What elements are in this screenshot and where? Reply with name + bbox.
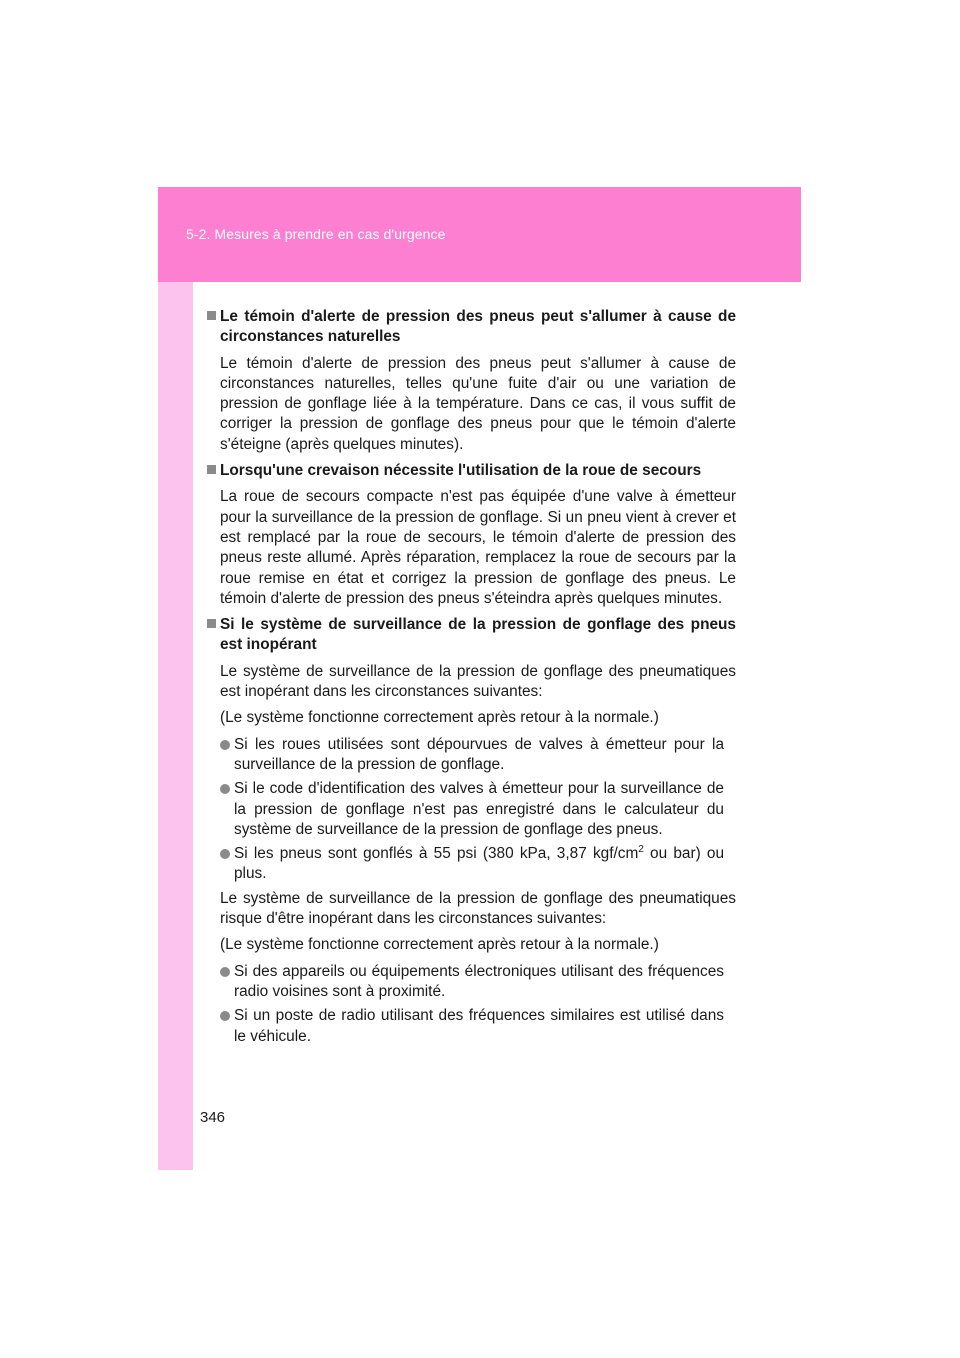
section-paragraph: Le témoin d'alerte de pression des pneus peut s'allumer à cause de circonstances naturelles, telles qu'une fuite d'air ou une variation de pression de gonflage liée à la température. Dans ce cas, il vous suffit de corriger la pression de gonflage des pneus pour que le témoin d'alerte s'éteigne (après quelques minutes). [220, 354, 736, 453]
list-item-text-part: Si les pneus sont gonflés à 55 psi (380 kPa, 3,87 kgf/cm [234, 845, 639, 863]
section-note: (Le système fonctionne correctement après retour à la normale.) [220, 709, 659, 727]
list-item [207, 779, 736, 840]
round-bullet-icon [220, 1011, 230, 1021]
section-note: (Le système fonctionne correctement après retour à la normale.) [220, 936, 659, 954]
list-item-text: Si un poste de radio utilisant des fréquences similaires est utilisé dans le véhicule. [234, 1007, 724, 1045]
list-item-text: Si les roues utilisées sont dépourvues de valves à émetteur pour la surveillance de la pression de gonflage. [234, 735, 724, 773]
list-item [207, 735, 736, 776]
square-bullet-icon [207, 465, 216, 474]
side-margin-strip [158, 282, 193, 1170]
section-title [207, 615, 736, 656]
round-bullet-icon [220, 740, 230, 750]
section-title-text: Si le système de surveillance de la pression de gonflage des pneus est inopérant [220, 616, 736, 654]
square-bullet-icon [207, 619, 216, 628]
chapter-title: 5-2. Mesures à prendre en cas d'urgence [186, 226, 446, 242]
page-number: 346 [200, 1109, 226, 1126]
round-bullet-icon [220, 967, 230, 977]
list-item-text-part: ou bar) ou plus. [234, 845, 725, 883]
round-bullet-icon [220, 784, 230, 794]
chapter-header [158, 187, 801, 282]
list-item [207, 962, 736, 1003]
section-paragraph: Le système de surveillance de la pression de gonflage des pneumatiques risque d'être inopérant dans les circonstances suivantes: [220, 889, 736, 928]
section-title-text: Le témoin d'alerte de pression des pneus peut s'allumer à cause de circonstances naturelles [220, 308, 736, 346]
list-item [207, 844, 736, 885]
list-item-text: Si des appareils ou équipements électroniques utilisant des fréquences radio voisines sont à proximité. [234, 962, 724, 1000]
section-paragraph: La roue de secours compacte n'est pas équipée d'une valve à émetteur pour la surveillance de la pression de gonflage. Si un pneu vient à crever et est remplacé par la roue de secours, le témoin d'alerte de pression des pneus reste allumé. Après réparation, remplacez la roue de secours par la roue remise en état et corrigez la pression de gonflage des pneus. Le témoin d'alerte de pression des pneus s'éteindra après quelques minutes. [220, 488, 736, 607]
page-content [207, 307, 736, 1051]
section-title [207, 461, 736, 481]
round-bullet-icon [220, 849, 230, 859]
square-bullet-icon [207, 311, 216, 320]
section-title [207, 307, 736, 348]
section-paragraph: Le système de surveillance de la pression de gonflage des pneumatiques est inopérant dans les circonstances suivantes: [220, 662, 736, 701]
list-item [207, 1006, 736, 1047]
list-item-text: Si le code d'identification des valves à émetteur pour la surveillance de la pression de gonflage n'est pas enregistré dans le calculateur du système de surveillance de la pression de gonflage des pneus. [234, 780, 724, 838]
section-title-text: Lorsqu'une crevaison nécessite l'utilisation de la roue de secours [220, 462, 702, 480]
list-item-text [234, 844, 724, 885]
superscript: 2 [638, 844, 644, 855]
